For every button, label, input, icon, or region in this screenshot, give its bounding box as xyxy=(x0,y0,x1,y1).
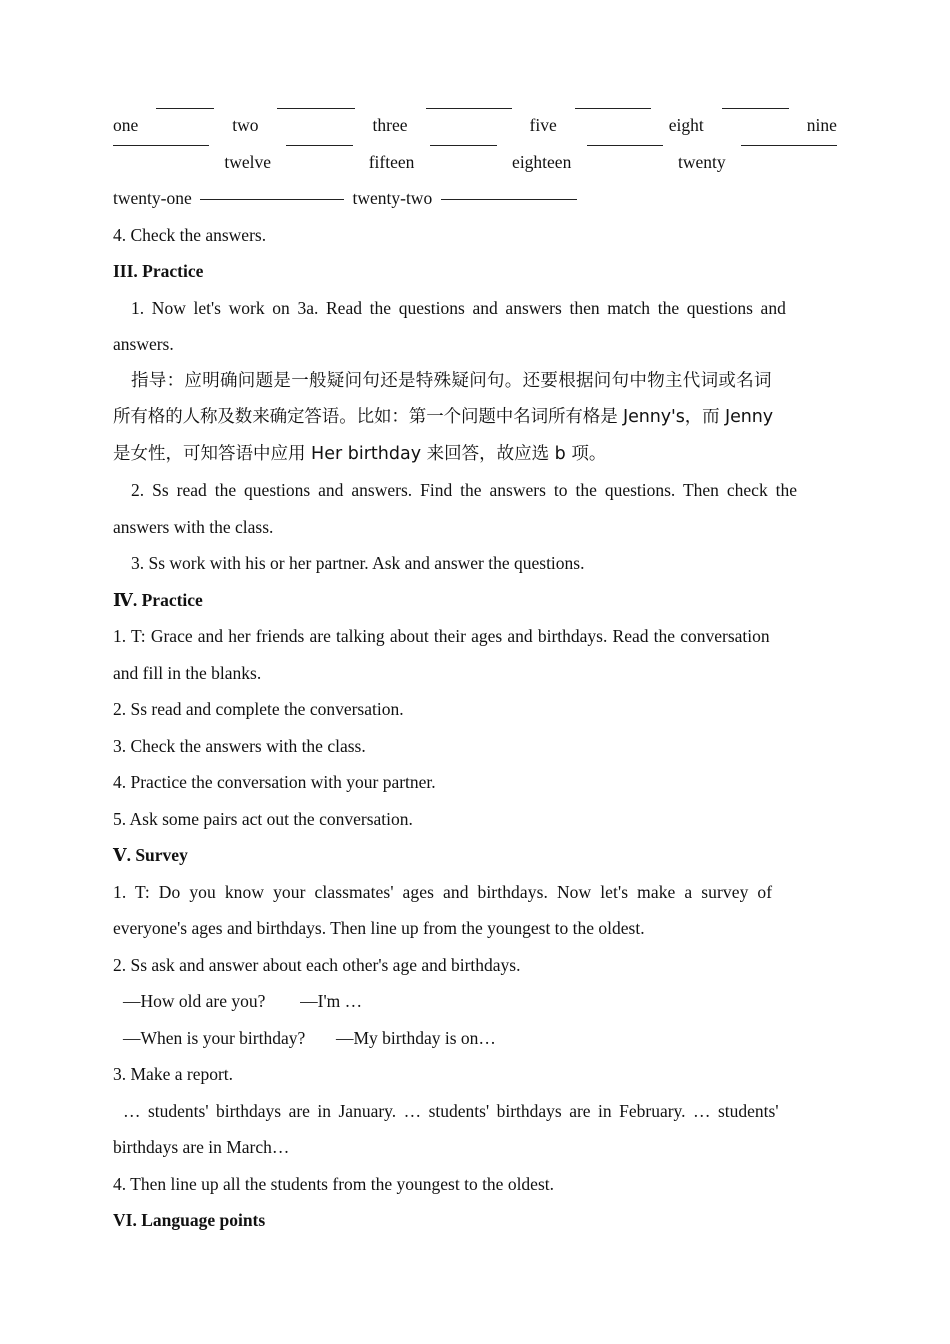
check-answers: 4. Check the answers. xyxy=(113,224,267,245)
word-one: one xyxy=(113,115,139,135)
section-3-p1 xyxy=(113,290,837,327)
dialog-question: —How old are you? xyxy=(123,991,266,1011)
section-5-p3: 3. Make a report. xyxy=(113,1064,234,1084)
section-3-p3: 3. Ss work with his or her partner. Ask and answer the questions. xyxy=(131,553,585,573)
guide-line-1: 指导：应明确问题是一般疑问句还是特殊疑问句。还要根据问句中物主代词或名词 xyxy=(131,370,772,391)
blank xyxy=(441,198,577,200)
section-4-heading: Ⅳ. Practice xyxy=(113,589,203,610)
report-line-2: birthdays are in March… xyxy=(113,1137,290,1157)
word-eight: eight xyxy=(668,115,704,135)
section-5-heading: Ⅴ. Survey xyxy=(113,845,188,865)
section-3-p2: 2. Ss read the questions and answers. Find the answers to the questions. Then check the xyxy=(131,480,798,500)
word-three: three xyxy=(372,115,408,135)
word-twenty-two: twenty-two xyxy=(352,188,433,208)
word-twelve: twelve xyxy=(224,151,271,172)
word-five: five xyxy=(529,115,557,135)
dialog-2 xyxy=(113,1020,837,1057)
section-5-p1: 1. T: Do you know your classmates' ages and birthdays. Now let's make a survey of xyxy=(113,881,773,902)
dialog-question: —When is your birthday? xyxy=(123,1027,306,1048)
blank xyxy=(113,144,209,146)
blank xyxy=(430,144,497,146)
guide-line-3: 是女性，可知答语中应用 Her birthday 来回答，故应选 b 项。 xyxy=(113,443,607,464)
guide-line-2: 所有格的人称及数来确定答语。比如：第一个问题中名词所有格是 Jenny's，而 Jenny xyxy=(113,407,773,427)
word-fifteen: fifteen xyxy=(368,151,415,172)
dialog-1 xyxy=(113,983,837,1020)
number-row-3 xyxy=(113,180,837,217)
section-4-p3: 3. Check the answers with the class. xyxy=(113,735,366,756)
section-3-heading: III. Practice xyxy=(113,261,204,281)
document-page xyxy=(113,107,837,1239)
dialog-answer: —My birthday is on… xyxy=(336,1027,496,1048)
section-5-p2: 2. Ss ask and answer about each other's age and birthdays. xyxy=(113,954,521,975)
blank xyxy=(722,107,789,109)
section-4-p2: 2. Ss read and complete the conversation. xyxy=(113,699,404,719)
blank xyxy=(286,144,353,146)
blank xyxy=(741,144,837,146)
blank xyxy=(156,107,214,109)
section-6-heading: VI. Language points xyxy=(113,1210,266,1230)
word-twenty-one: twenty-one xyxy=(113,188,192,208)
report-line-1: … students' birthdays are in January. … students' birthdays are in February. … students' xyxy=(123,1100,779,1121)
section-5-p4: 4. Then line up all the students from the youngest to the oldest. xyxy=(113,1173,554,1194)
blank xyxy=(575,107,651,109)
blank xyxy=(587,144,663,146)
word-two: two xyxy=(232,115,259,135)
section-4-p5: 5. Ask some pairs act out the conversation. xyxy=(113,808,413,829)
number-row-2 xyxy=(113,144,837,181)
blank xyxy=(426,107,512,109)
word-twenty: twenty xyxy=(678,151,726,172)
section-5-p1-cont: everyone's ages and birthdays. Then line up from the youngest to the oldest. xyxy=(113,918,645,938)
section-4-p4: 4. Practice the conversation with your partner. xyxy=(113,772,436,792)
section-3-p1-cont: answers. xyxy=(113,334,174,354)
section-4-p1: 1. T: Grace and her friends are talking about their ages and birthdays. Read the conversation xyxy=(113,626,770,646)
blank xyxy=(277,107,355,109)
paragraph-text: 1. Now let's work on 3a. Read the questions and answers then match the questions and xyxy=(131,297,786,318)
word-nine: nine xyxy=(806,115,837,135)
section-3-p2-cont: answers with the class. xyxy=(113,516,274,537)
number-row-1 xyxy=(113,107,837,144)
section-4-p1-cont: and fill in the blanks. xyxy=(113,662,262,683)
blank xyxy=(200,198,344,200)
word-eighteen: eighteen xyxy=(512,151,572,172)
dialog-answer: —I'm … xyxy=(300,991,363,1011)
